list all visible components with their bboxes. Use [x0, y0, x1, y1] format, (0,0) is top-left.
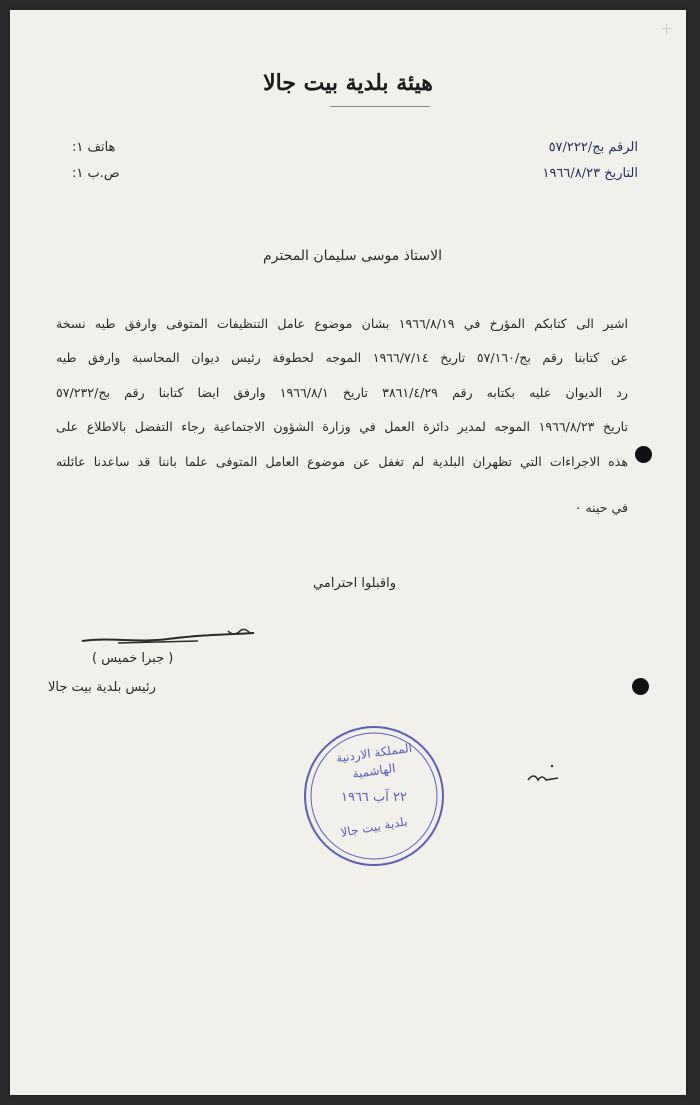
- punch-hole: [632, 678, 649, 695]
- stamp-line-1: المملكة الاردنية: [335, 740, 413, 766]
- letterhead-title: هيئة بلدية بيت جالا: [263, 70, 433, 96]
- punch-hole: [635, 446, 652, 463]
- letter-page: [10, 10, 686, 1095]
- reference-number: الرقم بج/٥٧/٢٢٢: [548, 140, 638, 155]
- body-line: تاريخ ١٩٦٦/٨/٢٣ الموجه لمدير دائرة العمل في وزارة الشؤون الاجتماعية رجاء التفضل بالاطلاع على: [56, 419, 629, 434]
- title-underline: [330, 106, 430, 107]
- corner-mark: [662, 24, 672, 34]
- body-line: في حينه ٠: [574, 500, 628, 515]
- closing-phrase: واقبلوا احترامي: [313, 576, 396, 591]
- stamp-line-2: الهاشمية: [351, 761, 397, 781]
- body-line: عن كتابنا رقم بج/٥٧/١٦٠ تاريخ ١٩٦٦/٧/١٤ الموجه لحطوفة رئيس ديوان المحاسبة وارفق طيه: [56, 350, 629, 365]
- addressee: الاستاذ موسى سليمان المحترم: [263, 248, 442, 264]
- signatory-title: رئيس بلدية بيت جالا: [48, 680, 156, 695]
- body-line: اشير الى كتابكم المؤرخ في ١٩٦٦/٨/١٩ بشان موضوع عامل التنظيفات المتوفى وارفق طيه نسخة: [56, 316, 629, 331]
- phone-number: هاتف ١:: [72, 140, 116, 155]
- stamp-date: ٢٢ آب ١٩٦٦: [340, 790, 408, 805]
- body-line: هذه الاجراءات التي تظهران البلدية لم تغفل عن موضوع العامل المتوفى علما باننا قد ساعدنا عائلته: [56, 454, 628, 469]
- signature-scribble: [78, 627, 258, 651]
- stamp-line-3: بلدية بيت جالا: [339, 814, 409, 840]
- po-box: ص.ب ١:: [72, 166, 120, 181]
- signatory-name: ( جبرا خميس ): [92, 651, 174, 666]
- handwritten-initials: [524, 762, 564, 788]
- reference-date: التاريخ ١٩٦٦/٨/٢٣: [542, 166, 638, 181]
- official-stamp: [302, 724, 446, 868]
- body-line: رد الديوان عليه بكتابه رقم ٣٨٦١/٤/٢٩ تاريخ ١٩٦٦/٨/١ وارفق ايضا كتابنا رقم بج/٥٧/٢٣٢: [56, 385, 628, 400]
